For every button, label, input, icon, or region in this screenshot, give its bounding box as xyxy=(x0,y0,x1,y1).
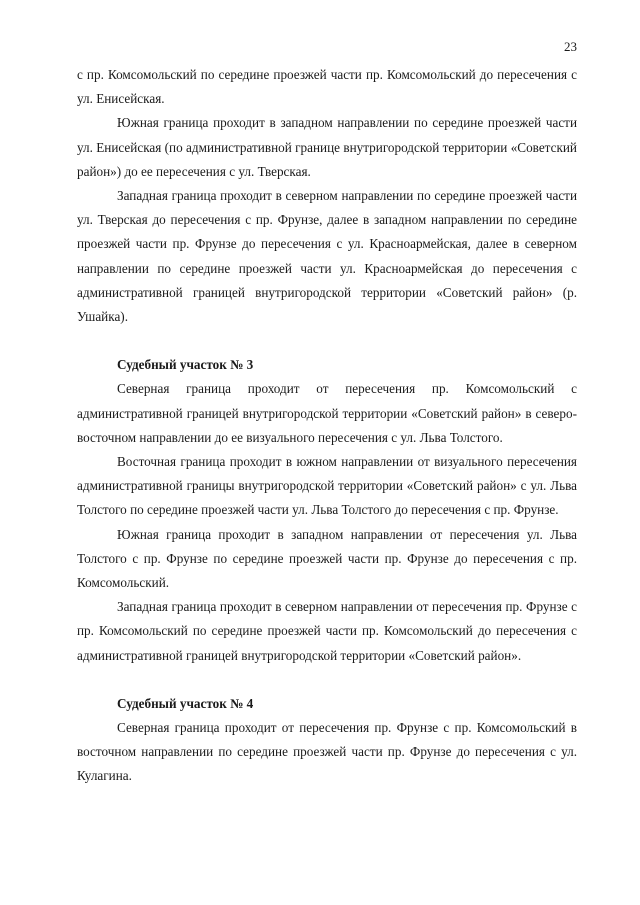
paragraph: Западная граница проходит в северном направлении от пересечения пр. Фрунзе с пр. Комсомольский по середине проезжей части пр. Комсомольский до пересечения с административной границей внутригородской территории «Советский район». xyxy=(77,599,577,663)
paragraph: Восточная граница проходит в южном направлении от визуального пересечения административной границы внутригородской территории «Советский район» с ул. Льва Толстого по середине проезжей части ул. Льва Толстого до пересечения с пр. Фрунзе. xyxy=(77,454,577,518)
section-spacer xyxy=(77,668,577,692)
page-number: 23 xyxy=(564,39,577,54)
section-spacer xyxy=(77,329,577,353)
document-body xyxy=(77,63,577,789)
document-page xyxy=(77,0,577,905)
section-heading-4: Судебный участок № 4 xyxy=(117,695,254,711)
paragraph: Северная граница проходит от пересечения пр. Комсомольский с административной границей внутригородской территории «Советский район» в северо-восточном направлении до ее визуального пересечения с ул. Льва Толстого. xyxy=(77,381,577,445)
paragraph: Северная граница проходит от пересечения пр. Фрунзе с пр. Комсомольский в восточном направлении по середине проезжей части пр. Фрунзе до пересечения с ул. Кулагина. xyxy=(77,720,577,784)
paragraph: Южная граница проходит в западном направлении по середине проезжей части ул. Енисейская (по административной границе внутригородской территории «Советский район») до ее пересечения с ул. Тверская. xyxy=(77,115,577,179)
paragraph: с пр. Комсомольский по середине проезжей части пр. Комсомольский до пересечения с ул. Енисейская. xyxy=(77,67,577,107)
section-heading-3: Судебный участок № 3 xyxy=(117,357,254,373)
paragraph: Южная граница проходит в западном направлении от пересечения ул. Льва Толстого с пр. Фрунзе по середине проезжей части пр. Фрунзе до пересечения с пр. Комсомольский. xyxy=(77,526,577,591)
paragraph: Западная граница проходит в северном направлении по середине проезжей части ул. Тверская до пересечения с пр. Фрунзе, далее в западном направлении по середине проезжей части пр. Фрунзе до пересечения с ул. Красноармейская, далее в северном направлении по середине проезжей части ул. Красноармейская до пересечения с административной границей внутригородской территории «Советский район» (р. Ушайка). xyxy=(77,188,577,325)
